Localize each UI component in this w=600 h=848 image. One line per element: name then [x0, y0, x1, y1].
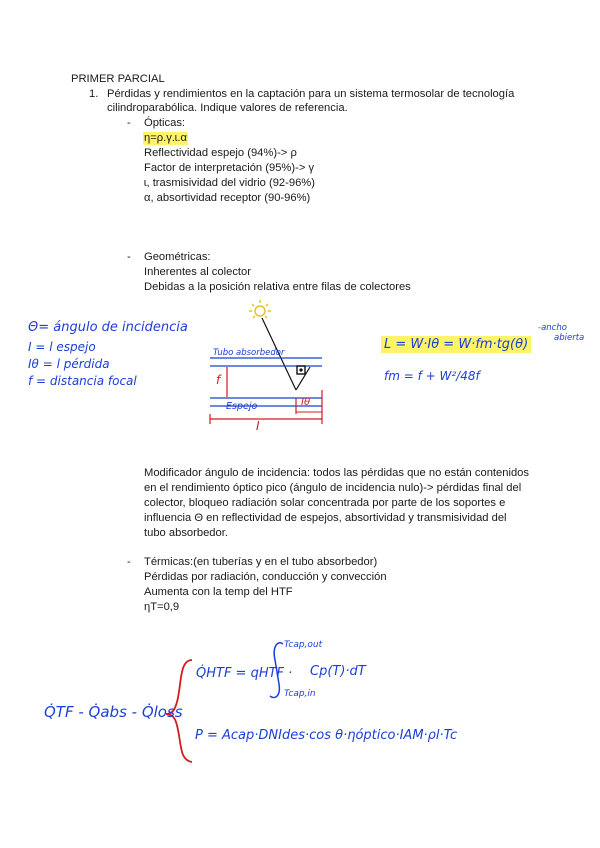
geometricas-line-1: Inherentes al colector	[144, 266, 251, 278]
modificador-line-1: Modificador ángulo de incidencia: todos las pérdidas que no están contenidos	[144, 467, 529, 479]
integral-upper-limit: Tcap,out	[284, 640, 323, 650]
opticas-formula: η=ρ.γ.ɩ.α	[144, 132, 187, 144]
opticas-bullet: -	[127, 117, 131, 129]
legend-theta: Θ= ángulo de incidencia	[28, 320, 188, 335]
note-abierta: abierta	[554, 333, 585, 343]
modificador-line-2: en el rendimiento óptico pico (ángulo de incidencia nulo)-> pérdidas final del	[144, 482, 522, 494]
f-label: f	[216, 373, 221, 387]
opticas-title: Ópticas:	[144, 117, 186, 129]
modificador-line-3: colector, bloqueo radiación solar concentrada por parte de los soportes e	[144, 497, 506, 509]
mirror-label: Espejo	[226, 401, 258, 412]
termicas-line-3: Aumenta con la temp del HTF	[144, 586, 293, 598]
page-title: PRIMER PARCIAL	[71, 73, 165, 85]
opticas-line-4: α, absortividad receptor (90-96%)	[144, 192, 311, 204]
power-equation: P = Acap·DNIdes·cos θ·ηóptico·IAM·ρl·Tc	[195, 728, 458, 743]
absorber-tube	[210, 358, 322, 366]
geometricas-bullet: -	[127, 251, 131, 263]
tube-label: Tubo absorbedor	[213, 348, 285, 358]
modificador-line-5: tubo absorbedor.	[144, 527, 228, 539]
reflected-ray	[296, 367, 310, 390]
itheta-label: Iθ	[301, 397, 311, 408]
geometricas-title: Geométricas:	[144, 251, 211, 263]
question-line-2: cilindroparabólica. Indique valores de referencia.	[107, 102, 348, 114]
sun-icon	[249, 300, 271, 318]
geometricas-line-2: Debidas a la posición relativa entre filas de colectores	[144, 281, 411, 293]
q-htf-equation: Q̇HTF = qHTF ·	[196, 666, 293, 681]
integrand: Cp(T)·dT	[310, 664, 366, 679]
termicas-bullet: -	[127, 556, 131, 568]
opticas-line-2: Factor de interpretación (95%)-> γ	[144, 162, 315, 174]
note-ancho: -ancho	[538, 323, 567, 333]
formula-l: L = W·Iθ = W·fm·tg(θ)	[381, 336, 531, 353]
question-number: 1.	[89, 88, 99, 100]
termicas-line-2: Pérdidas por radiación, conducción y convección	[144, 571, 387, 583]
i-label: I	[256, 419, 260, 433]
question-line-1: Pérdidas y rendimientos en la captación para un sistema termosolar de tecnología	[107, 88, 515, 100]
legend-i: I = l espejo	[28, 340, 96, 354]
legend-f: f = distancia focal	[28, 374, 137, 388]
legend-itheta: Iθ = l pérdida	[28, 357, 110, 371]
termicas-line-4: ηT=0,9	[144, 601, 180, 613]
opticas-line-1: Reflectividad espejo (94%)-> ρ	[144, 147, 297, 159]
energy-balance: Q̇TF - Q̇abs - Q̇loss	[44, 703, 183, 721]
opticas-line-3: ɩ, trasmisividad del vidrio (92-96%)	[144, 177, 315, 189]
integral-lower-limit: Tcap,in	[284, 689, 316, 699]
formula-fm: fm = f + W²/48f	[384, 369, 480, 383]
termicas-line-1: Térmicas:(en tuberías y en el tubo absorbedor)	[144, 556, 378, 568]
modificador-line-4: influencia Θ en reflectividad de espejos, absortividad y transmisividad del	[144, 512, 507, 524]
